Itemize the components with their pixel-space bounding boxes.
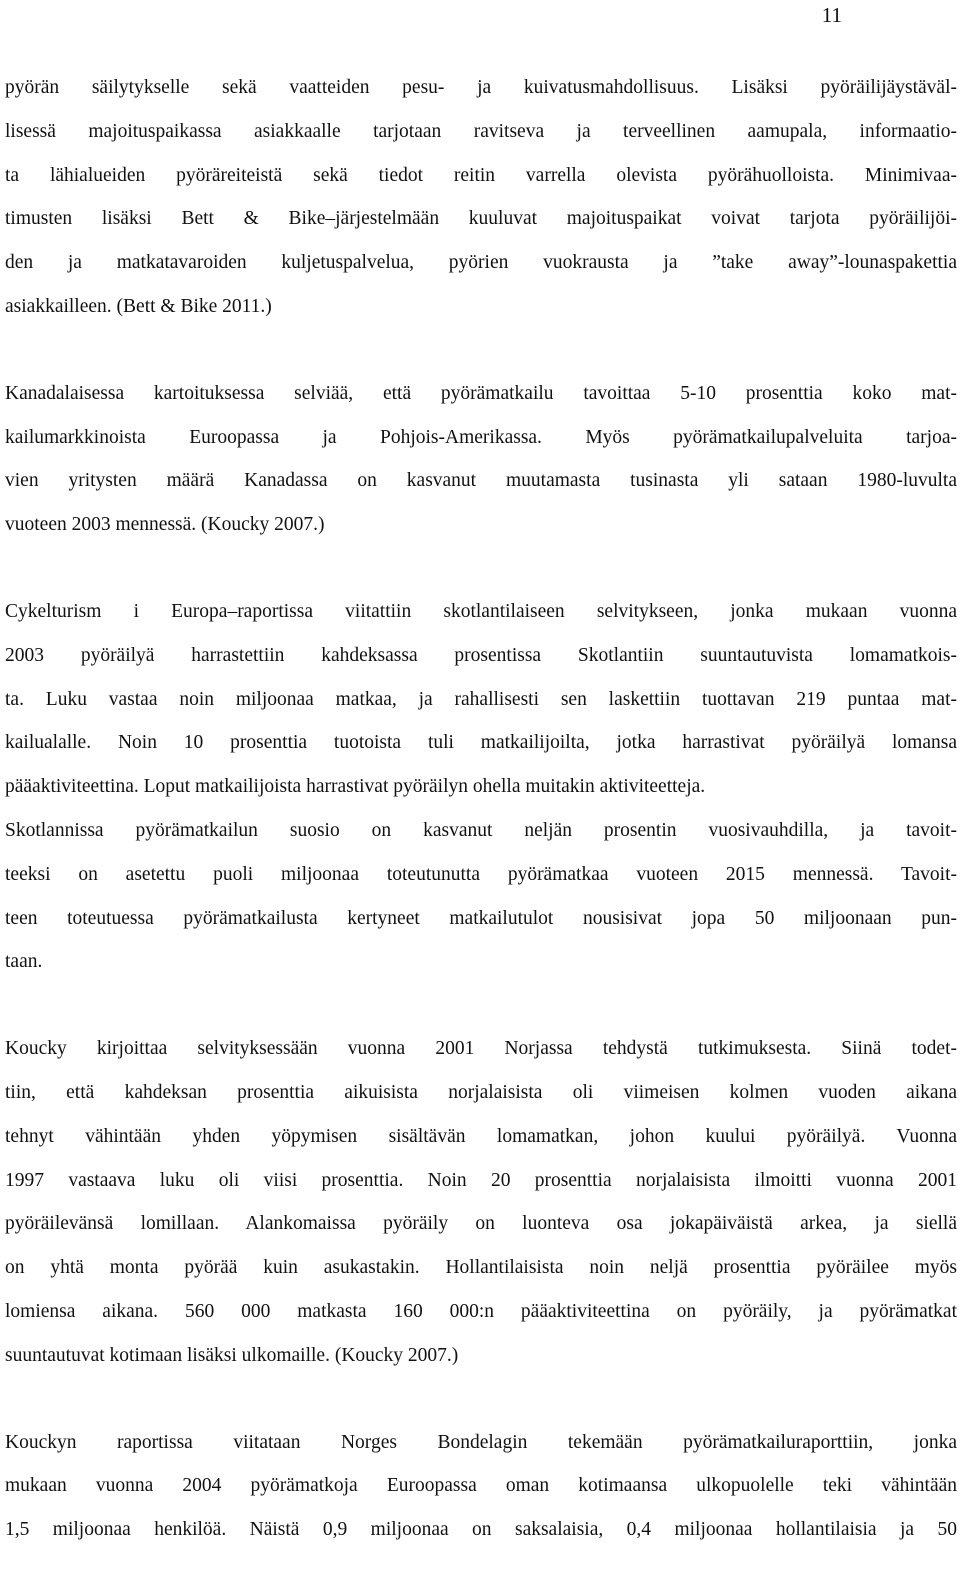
page-number: 11: [821, 3, 842, 27]
text-line: ta. Luku vastaa noin miljoonaa matkaa, ja rahallisesti sen laskettiin tuottavan 219 puntaa mat-: [5, 688, 957, 710]
text-line: mukaan vuonna 2004 pyörämatkoja Euroopassa oman kotimaansa ulkopuolelle teki vähintään: [5, 1475, 957, 1497]
text-line: asiakkailleen. (Bett & Bike 2011.): [5, 295, 272, 317]
text-line: on yhtä monta pyörää kuin asukastakin. Hollantilaisista noin neljä prosenttia pyöräilee myös: [5, 1257, 957, 1279]
text-line: Skotlannissa pyörämatkailun suosio on kasvanut neljän prosentin vuosivauhdilla, ja tavoit-: [5, 819, 957, 841]
text-line: lomiensa aikana. 560 000 matkasta 160 000:n pääaktiviteettina on pyöräily, ja pyörämatkat: [5, 1300, 957, 1322]
text-line: vuoteen 2003 mennessä. (Koucky 2007.): [5, 514, 325, 536]
text-line: suuntautuvat kotimaan lisäksi ulkomaille. (Koucky 2007.): [5, 1344, 459, 1366]
paragraph-bett-and-bike: [5, 66, 957, 329]
text-line: ta lähialueiden pyöräreiteistä sekä tiedot reitin varrella olevista pyörähuolloista. Minimivaa-: [5, 164, 957, 186]
body-text: [5, 66, 957, 1595]
text-line: kailumarkkinoista Euroopassa ja Pohjois-Amerikassa. Myös pyörämatkailupalveluita tarjoa-: [5, 426, 957, 448]
text-line: Kouckyn raportissa viitataan Norges Bondelagin tekemään pyörämatkailuraporttiin, jonka: [5, 1431, 957, 1453]
text-line: tehnyt vähintään yhden yöpymisen sisältävän lomamatkan, johon kuului pyöräilyä. Vuonna: [5, 1125, 957, 1147]
text-line: 2003 pyöräilyä harrastettiin kahdeksassa prosentissa Skotlantiin suuntautuvista lomamatkois-: [5, 644, 957, 666]
text-line: pyörän säilytykselle sekä vaatteiden pesu- ja kuivatusmahdollisuus. Lisäksi pyöräilijäystäväl-: [5, 77, 957, 98]
text-line: 1997 vastaava luku oli viisi prosenttia. Noin 20 prosenttia norjalaisista ilmoitti vuonna 2001: [5, 1169, 957, 1191]
text-line: pääaktiviteettina. Loput matkailijoista harrastivat pyöräilyn ohella muitakin aktiviteetteja.: [5, 776, 706, 798]
text-line: 1,5 miljoonaa henkilöä. Näistä 0,9 miljoonaa on saksalaisia, 0,4 miljoonaa hollantilaisia ja 50: [5, 1519, 957, 1541]
paragraph-scotland: [5, 590, 957, 984]
paragraph-norway-netherlands: [5, 1027, 957, 1377]
text-line: timusten lisäksi Bett & Bike–järjestelmään kuuluvat majoituspaikat voivat tarjota pyöräilijöi-: [5, 208, 957, 230]
text-line: tiin, että kahdeksan prosenttia aikuisista norjalaisista oli viimeisen kolmen vuoden aikana: [5, 1081, 957, 1103]
text-line: taan.: [5, 951, 43, 973]
paragraph-norges-bondelag: [5, 1421, 957, 1552]
text-line: Cykelturism i Europa–raportissa viitattiin skotlantilaiseen selvitykseen, jonka mukaan vuonna: [5, 600, 957, 622]
text-line: vien yritysten määrä Kanadassa on kasvanut muutamasta tusinasta yli sataan 1980-luvulta: [5, 470, 957, 492]
text-line: teen toteutuessa pyörämatkailusta kertyneet matkailutulot nousisivat jopa 50 miljoonaan pun-: [5, 907, 957, 929]
text-line: teeksi on asetettu puoli miljoonaa toteutunutta pyörämatkaa vuoteen 2015 mennessä. Tavoit-: [5, 863, 957, 885]
text-line: pyöräilevänsä lomillaan. Alankomaissa pyöräily on luonteva osa jokapäiväistä arkea, ja siellä: [5, 1213, 957, 1235]
text-line: den ja matkatavaroiden kuljetuspalvelua, pyörien vuokrausta ja ”take away”-lounaspakettia: [5, 252, 957, 274]
text-line: Koucky kirjoittaa selvityksessään vuonna 2001 Norjassa tehdystä tutkimuksesta. Siinä todet-: [5, 1038, 957, 1060]
text-line: lisessä majoituspaikassa asiakkaalle tarjotaan ravitseva ja terveellinen aamupala, informaatio-: [5, 120, 957, 142]
text-line: Kanadalaisessa kartoituksessa selviää, että pyörämatkailu tavoittaa 5-10 prosenttia koko mat-: [5, 382, 957, 404]
paragraph-canada: [5, 372, 957, 547]
text-line: kailualalle. Noin 10 prosenttia tuotoista tuli matkailijoilta, jotka harrastivat pyöräilyä lomansa: [5, 732, 957, 754]
